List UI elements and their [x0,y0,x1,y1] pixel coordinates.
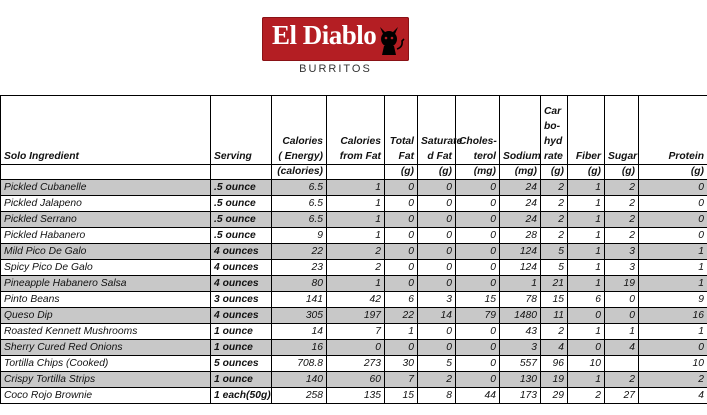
serving-cell: .5 ounce [211,228,272,244]
carbohydrate-cell: 11 [541,308,568,324]
saturated-fat-cell: 2 [418,372,456,388]
saturated-fat-cell: 0 [418,260,456,276]
table-header-row [1,96,707,165]
cholesterol-cell: 0 [456,228,500,244]
column-header-fiber: Fiber [568,96,605,165]
table-row [1,276,707,292]
total-fat-cell: 0 [385,260,418,276]
column-header-cholesterol [456,96,500,165]
cholesterol-cell: 0 [456,244,500,260]
calories-from-fat-cell: 135 [327,388,385,404]
calories-from-fat-cell: 1 [327,228,385,244]
header-line: terol [473,151,496,162]
fiber-cell: 1 [568,244,605,260]
protein-cell: 0 [639,212,707,228]
serving-cell: 4 ounces [211,244,272,260]
unit-carbohydrate: (g) [541,165,568,180]
unit-protein: (g) [639,165,707,180]
serving-cell: 4 ounces [211,308,272,324]
header-line: Fat [398,151,414,162]
total-fat-cell: 22 [385,308,418,324]
carbohydrate-cell: 2 [541,212,568,228]
ingredient-cell: Pickled Serrano [1,212,211,228]
cholesterol-cell: 0 [456,196,500,212]
table-row [1,324,707,340]
serving-cell: .5 ounce [211,212,272,228]
fiber-cell: 1 [568,212,605,228]
brand-logo [262,17,409,61]
total-fat-cell: 0 [385,244,418,260]
saturated-fat-cell: 3 [418,292,456,308]
table-row [1,180,707,196]
fiber-cell: 1 [568,228,605,244]
cholesterol-cell: 0 [456,324,500,340]
carbohydrate-cell: 4 [541,340,568,356]
column-header-sugar: Sugar [605,96,639,165]
serving-cell: 5 ounces [211,356,272,372]
sugar-cell: 2 [605,372,639,388]
calories-cell: 6.5 [272,196,327,212]
column-header-carbohydrate [541,96,568,165]
ingredient-cell: Spicy Pico De Galo [1,260,211,276]
protein-cell: 1 [639,276,707,292]
calories-from-fat-cell: 1 [327,276,385,292]
calories-from-fat-cell: 2 [327,244,385,260]
protein-cell: 0 [639,228,707,244]
fiber-cell: 0 [568,308,605,324]
total-fat-cell: 1 [385,324,418,340]
serving-cell: 1 ounce [211,340,272,356]
calories-cell: 140 [272,372,327,388]
cholesterol-cell: 0 [456,260,500,276]
unit-fiber: (g) [568,165,605,180]
protein-cell: 1 [639,260,707,276]
saturated-fat-cell: 0 [418,212,456,228]
calories-cell: 22 [272,244,327,260]
serving-cell: 4 ounces [211,276,272,292]
ingredient-cell: Queso Dip [1,308,211,324]
calories-cell: 80 [272,276,327,292]
header-line: Choles- [459,136,497,147]
cholesterol-cell: 44 [456,388,500,404]
sodium-cell: 173 [500,388,541,404]
table-row [1,340,707,356]
carbohydrate-cell: 2 [541,324,568,340]
column-header-calories-from-fat [327,96,385,165]
total-fat-cell: 0 [385,180,418,196]
calories-from-fat-cell: 1 [327,212,385,228]
sodium-cell: 28 [500,228,541,244]
ingredient-cell: Pickled Cubanelle [1,180,211,196]
sodium-cell: 557 [500,356,541,372]
header-line: hyd [544,136,563,147]
sodium-cell: 130 [500,372,541,388]
unit-sodium: (mg) [500,165,541,180]
protein-cell: 10 [639,356,707,372]
serving-cell: 3 ounces [211,292,272,308]
fiber-cell: 2 [568,388,605,404]
table-row [1,196,707,212]
calories-cell: 14 [272,324,327,340]
table-row [1,244,707,260]
calories-from-fat-cell: 2 [327,260,385,276]
calories-cell: 141 [272,292,327,308]
nutrition-table [0,95,707,404]
calories-from-fat-cell: 60 [327,372,385,388]
sodium-cell: 78 [500,292,541,308]
sodium-cell: 24 [500,180,541,196]
unit-cholesterol: (mg) [456,165,500,180]
carbohydrate-cell: 2 [541,196,568,212]
sodium-cell: 24 [500,212,541,228]
cholesterol-cell: 15 [456,292,500,308]
units-cell-empty [1,165,211,180]
total-fat-cell: 0 [385,212,418,228]
sodium-cell: 43 [500,324,541,340]
calories-cell: 305 [272,308,327,324]
serving-cell: .5 ounce [211,196,272,212]
fiber-cell: 1 [568,180,605,196]
header-line: Car [544,106,562,117]
sugar-cell: 19 [605,276,639,292]
ingredient-cell: Pickled Habanero [1,228,211,244]
calories-cell: 258 [272,388,327,404]
carbohydrate-cell: 5 [541,260,568,276]
cholesterol-cell: 0 [456,212,500,228]
column-header-protein: Protein [639,96,707,165]
protein-cell: 0 [639,196,707,212]
unit-sugar: (g) [605,165,639,180]
saturated-fat-cell: 8 [418,388,456,404]
header-line: from Fat [339,151,381,162]
protein-cell: 0 [639,340,707,356]
ingredient-cell: Coco Rojo Brownie [1,388,211,404]
header-line: ( Energy) [278,151,323,162]
ingredient-cell: Mild Pico De Galo [1,244,211,260]
cholesterol-cell: 0 [456,180,500,196]
serving-cell: .5 ounce [211,180,272,196]
sodium-cell: 124 [500,244,541,260]
total-fat-cell: 0 [385,228,418,244]
carbohydrate-cell: 96 [541,356,568,372]
fiber-cell: 1 [568,276,605,292]
cholesterol-cell: 0 [456,340,500,356]
table-units-row [1,165,707,180]
sugar-cell: 2 [605,196,639,212]
protein-cell: 4 [639,388,707,404]
header-line: Saturate [421,136,463,147]
devil-icon [372,21,406,57]
cholesterol-cell: 0 [456,356,500,372]
calories-cell: 6.5 [272,180,327,196]
ingredient-cell: Pinto Beans [1,292,211,308]
header-line: Calories [340,136,381,147]
ingredient-cell: Sherry Cured Red Onions [1,340,211,356]
table-row [1,212,707,228]
saturated-fat-cell: 5 [418,356,456,372]
table-row [1,292,707,308]
total-fat-cell: 0 [385,276,418,292]
sugar-cell: 3 [605,260,639,276]
units-cell-empty [211,165,272,180]
column-header-total-fat [385,96,418,165]
brand-logo-text: El Diablo [272,20,377,50]
saturated-fat-cell: 14 [418,308,456,324]
serving-cell: 1 ounce [211,372,272,388]
column-header-ingredient: Solo Ingredient [1,96,211,165]
protein-cell: 2 [639,372,707,388]
column-header-saturated-fat [418,96,463,165]
calories-from-fat-cell: 1 [327,196,385,212]
sugar-cell: 0 [605,308,639,324]
sodium-cell: 3 [500,340,541,356]
calories-from-fat-cell: 7 [327,324,385,340]
saturated-fat-cell: 0 [418,276,456,292]
carbohydrate-cell: 29 [541,388,568,404]
carbohydrate-cell: 2 [541,180,568,196]
brand-subtitle: BURRITOS [299,63,372,75]
sodium-cell: 124 [500,260,541,276]
fiber-cell: 1 [568,260,605,276]
calories-from-fat-cell: 273 [327,356,385,372]
calories-cell: 9 [272,228,327,244]
total-fat-cell: 7 [385,372,418,388]
unit-saturated-fat: (g) [418,165,456,180]
saturated-fat-cell: 0 [418,196,456,212]
table-row [1,228,707,244]
table-row [1,260,707,276]
header-line: bo- [544,121,561,132]
header-line: d Fat [427,151,452,162]
cholesterol-cell: 0 [456,276,500,292]
total-fat-cell: 30 [385,356,418,372]
units-cell-empty [327,165,385,180]
serving-cell: 4 ounces [211,260,272,276]
sugar-cell: 27 [605,388,639,404]
sugar-cell: 2 [605,180,639,196]
ingredient-cell: Roasted Kennett Mushrooms [1,324,211,340]
total-fat-cell: 0 [385,340,418,356]
table-row [1,356,707,372]
protein-cell: 1 [639,324,707,340]
carbohydrate-cell: 15 [541,292,568,308]
serving-cell: 1 each(50g) [211,388,272,404]
calories-from-fat-cell: 0 [327,340,385,356]
calories-from-fat-cell: 197 [327,308,385,324]
column-header-sodium: Sodium [500,96,541,165]
total-fat-cell: 6 [385,292,418,308]
saturated-fat-cell: 0 [418,180,456,196]
saturated-fat-cell: 0 [418,340,456,356]
sodium-cell: 1480 [500,308,541,324]
calories-cell: 708.8 [272,356,327,372]
ingredient-cell: Crispy Tortilla Strips [1,372,211,388]
sugar-cell: 3 [605,244,639,260]
total-fat-cell: 15 [385,388,418,404]
logo-area [0,0,707,95]
fiber-cell: 10 [568,356,605,372]
unit-total-fat: (g) [385,165,418,180]
protein-cell: 0 [639,180,707,196]
carbohydrate-cell: 21 [541,276,568,292]
header-line: rate [544,151,563,162]
saturated-fat-cell: 0 [418,244,456,260]
column-header-serving: Serving [211,96,272,165]
table-row [1,388,707,404]
cholesterol-cell: 79 [456,308,500,324]
column-header-calories [272,96,327,165]
header-line: Total [389,136,414,147]
cholesterol-cell: 0 [456,372,500,388]
ingredient-cell: Pineapple Habanero Salsa [1,276,211,292]
calories-from-fat-cell: 42 [327,292,385,308]
carbohydrate-cell: 19 [541,372,568,388]
sugar-cell: 4 [605,340,639,356]
calories-cell: 23 [272,260,327,276]
ingredient-cell: Tortilla Chips (Cooked) [1,356,211,372]
table-row [1,372,707,388]
saturated-fat-cell: 0 [418,324,456,340]
calories-cell: 16 [272,340,327,356]
fiber-cell: 0 [568,340,605,356]
carbohydrate-cell: 5 [541,244,568,260]
sodium-cell: 24 [500,196,541,212]
calories-cell: 6.5 [272,212,327,228]
carbohydrate-cell: 2 [541,228,568,244]
table-row [1,308,707,324]
protein-cell: 9 [639,292,707,308]
sodium-cell: 1 [500,276,541,292]
sugar-cell: 2 [605,228,639,244]
sugar-cell: 2 [605,212,639,228]
ingredient-cell: Pickled Jalapeno [1,196,211,212]
calories-from-fat-cell: 1 [327,180,385,196]
sugar-cell: 0 [605,292,639,308]
saturated-fat-cell: 0 [418,228,456,244]
unit-calories: (calories) [272,165,327,180]
protein-cell: 16 [639,308,707,324]
sugar-cell: 1 [605,324,639,340]
serving-cell: 1 ounce [211,324,272,340]
sugar-cell [605,356,639,372]
protein-cell: 1 [639,244,707,260]
fiber-cell: 1 [568,372,605,388]
fiber-cell: 1 [568,196,605,212]
fiber-cell: 6 [568,292,605,308]
header-line: Calories [282,136,323,147]
total-fat-cell: 0 [385,196,418,212]
fiber-cell: 1 [568,324,605,340]
